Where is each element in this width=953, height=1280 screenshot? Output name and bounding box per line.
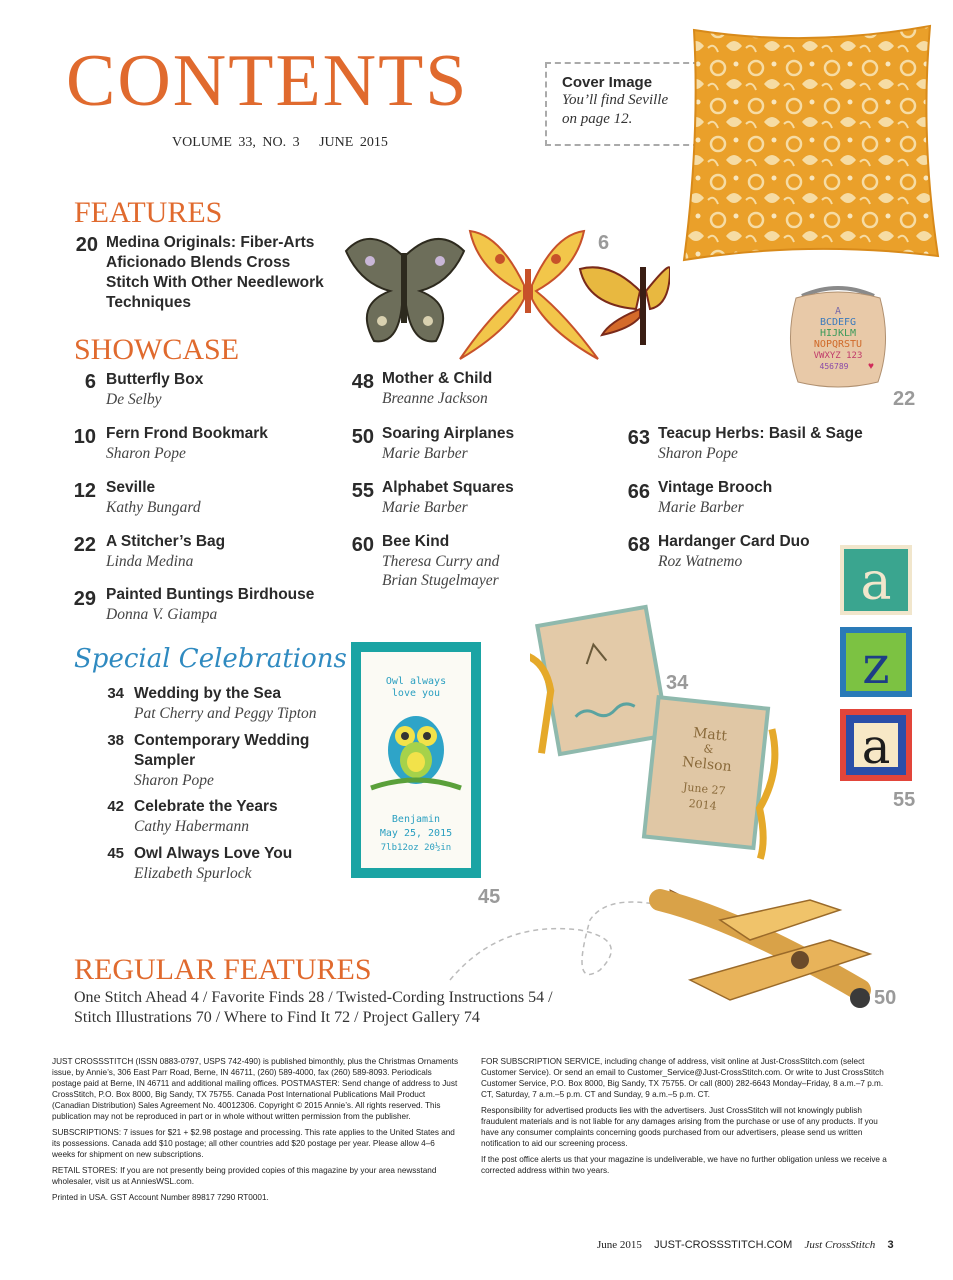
issue-info: VOLUME 33, NO. 3 JUNE 2015 [172,135,388,150]
cover-callout-text: Cover Image You’ll find Seville on page 12. [562,74,669,127]
fine-print-right: FOR SUBSCRIPTION SERVICE, including change of address, visit online at Just-CrossStitch.com (select Customer Service). Or send an email to Customer_Service@Just-CrossStitch.com. Or write to Just CrossStitch Customer Service, P.O. Box 8000, Big Sandy, TX 75755. Or call (800) 282-6643 Monday–Friday, 8 a.m.–7 p.m. CT, Saturday, 7 a.m.–5 p.m. CT and Sunday, 9 a.m.–5 p.m. CT. Responsibility for advertised products lies with the advertisers. Just CrossStitch will not knowingly publish fraudulent materials and is not liable for any damages arising from the purchase or use of any products. If you have any consumer complaints concerning goods purchased from our advertisers, please send us written notification to aid our screening process. If the post office alerts us that your magazine is undeliverable, we have no further obligation unless we receive a corrected address within two years. [481,1057,887,1175]
special-page: 38 [107,732,124,749]
svg-text:z: z [862,636,890,696]
showcase-item[interactable]: Seville Kathy Bungard [106,479,201,516]
svg-text:Nelson: Nelson [681,754,733,776]
butterfly-1 [346,239,464,341]
owl-framed-photo [351,642,481,878]
alphabet-squares-photo [840,545,912,807]
svg-text:June 27: June 27 [682,780,727,798]
special-item[interactable]: Wedding by the Sea Pat Cherry and Peggy Tipton [134,685,317,722]
page-title: CONTENTS [66,40,469,122]
special-item[interactable]: Owl Always Love You Elizabeth Spurlock [134,845,293,882]
special-heading: Special Celebrations [74,644,347,674]
bag-page: 22 [893,388,916,410]
svg-text:VWXYZ 123: VWXYZ 123 [813,351,863,361]
svg-text:BCDEFG: BCDEFG [819,317,857,328]
showcase-page: 22 [73,534,96,556]
showcase-item[interactable]: Fern Frond Bookmark Sharon Pope [106,425,268,462]
showcase-item[interactable]: Alphabet Squares Marie Barber [382,479,514,516]
features-heading: FEATURES [74,196,223,229]
wedding-page: 34 [666,672,689,694]
special-item[interactable]: Contemporary Wedding Sampler Sharon Pope [134,732,310,789]
showcase-page: 29 [73,588,96,610]
svg-text:2014: 2014 [688,796,718,813]
showcase-page: 12 [73,480,96,502]
svg-text:Benjamin: Benjamin [391,814,441,825]
special-page: 45 [107,845,124,862]
features-item-page: 20 [75,234,98,256]
svg-text:Owl always: Owl always [385,676,447,687]
footer: June 2015 JUST-CROSSSTITCH.COM Just CrossStitch 3 [597,1239,894,1251]
owl-page: 45 [478,886,501,908]
regular-heading: REGULAR FEATURES [74,953,372,986]
showcase-page: 63 [627,427,650,449]
butterflies-photo [340,225,670,365]
showcase-item[interactable]: Soaring Airplanes Marie Barber [382,425,515,462]
bag-photo [788,282,888,392]
airplane-page: 50 [874,987,897,1009]
showcase-page: 48 [351,371,374,393]
svg-text:Matt: Matt [692,725,728,745]
showcase-page: 60 [351,534,374,556]
fine-print-left: JUST CROSSSTITCH (ISSN 0883-0797, USPS 742-490) is published bimonthly, plus the Christmas Ornaments issue, by Annie’s, 306 East Parr Road, Berne, IN 46711, (260) 589-4000, fax (260) 589-8093. Periodicals postage paid at Berne, IN 46711 and additional mailing offices. POSTMASTER: Send change of address to Just CrossStitch, P.O. Box 8000, Big Sandy, TX 75755. Canada Post International Publications Mail Product (Canadian Distribution) Sales Agreement No. 40012306. Copyright © 2015 Annie’s. All rights reserved. This publication may not be reproduced in part or in whole without written permission from the publisher. SUBSCRIPTIONS: 7 issues for $21 + $2.98 postage and processing. This rate applies to the United States and its possessions. Canada add $10 postage; all other countries add $20 postage per year. Please allow 4–6 weeks for shipment on new subscriptions. RETAIL STORES: If you are not presently being provided copies of this magazine by your area newsstand wholesaler, visit us at AnniesWSL.com. Printed in USA. GST Account Number 89817 7290 RT0001. [52,1057,459,1202]
svg-text:HIJKLM: HIJKLM [819,328,857,339]
svg-text:&: & [702,742,715,757]
butterfly-3 [580,267,670,345]
showcase-item[interactable]: Hardanger Card Duo Roz Watnemo [658,533,810,570]
svg-text:♥: ♥ [868,361,874,372]
butterfly-2 [460,231,598,359]
showcase-page: 6 [84,371,96,393]
svg-text:7lb12oz 20½in: 7lb12oz 20½in [380,843,452,853]
showcase-item[interactable]: A Stitcher’s Bag Linda Medina [106,533,226,570]
showcase-item[interactable]: Vintage Brooch Marie Barber [658,479,773,516]
showcase-page: 68 [627,534,650,556]
regular-line-1: One Stitch Ahead 4 / Favorite Finds 28 / Twisted-Cording Instructions 54 / [74,989,553,1006]
wedding-books-photo [530,602,780,872]
pillow-photo [668,18,953,268]
svg-text:May 25, 2015: May 25, 2015 [379,828,453,839]
svg-text:A: A [834,306,842,317]
alphabet-page: 55 [893,789,916,811]
butterflies-page: 6 [598,232,610,254]
svg-text:love you: love you [391,688,441,699]
showcase-page: 50 [351,426,374,448]
svg-text:a: a [861,719,891,775]
showcase-item[interactable]: Painted Buntings Birdhouse Donna V. Giampa [106,586,315,623]
features-item-title[interactable]: Medina Originals: Fiber-Arts Aficionado Blends Cross Stitch With Other Needlework Techniques [106,234,324,311]
regular-line-2: Stitch Illustrations 70 / Where to Find It 72 / Project Gallery 74 [74,1009,480,1026]
showcase-item[interactable]: Mother & Child Breanne Jackson [382,370,493,407]
svg-text:NOPQRSTU: NOPQRSTU [813,339,863,350]
special-item[interactable]: Celebrate the Years Cathy Habermann [134,798,278,835]
showcase-heading: SHOWCASE [74,333,240,366]
special-page: 42 [107,798,124,815]
svg-text:456789: 456789 [819,362,849,371]
special-page: 34 [107,685,124,702]
showcase-item[interactable]: Bee Kind Theresa Curry and Brian Stugelmayer [382,533,500,589]
showcase-item[interactable]: Teacup Herbs: Basil & Sage Sharon Pope [658,425,863,462]
footer-site-link[interactable]: JUST-CROSSSTITCH.COM [654,1239,793,1251]
svg-text:a: a [860,552,892,612]
showcase-page: 66 [627,481,650,503]
showcase-page: 10 [73,426,96,448]
showcase-item[interactable]: Butterfly Box De Selby [106,371,204,408]
showcase-page: 55 [351,480,374,502]
